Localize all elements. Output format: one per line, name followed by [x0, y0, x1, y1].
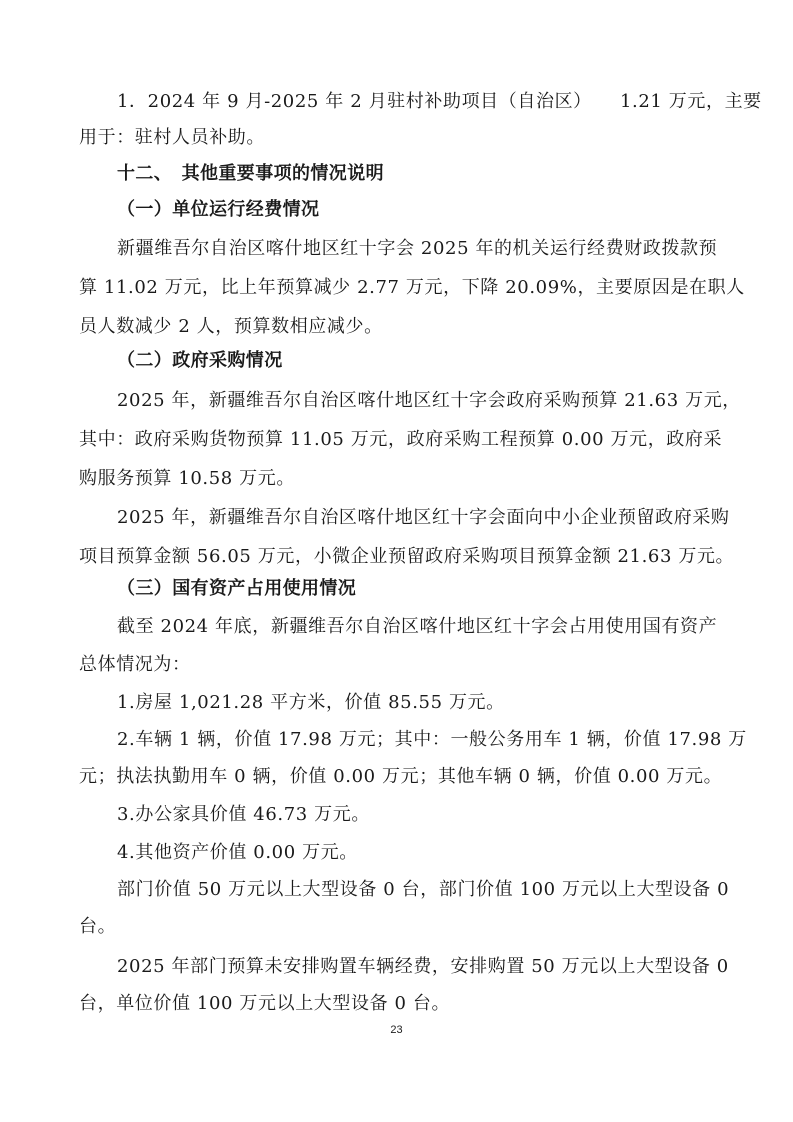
paragraph-assets-intro-line-2: 总体情况为： [79, 654, 191, 675]
paragraph-large-equipment-line-1: 部门价值 50 万元以上大型设备 0 台，部门价值 100 万元以上大型设备 0 [117, 879, 730, 900]
paragraph-procurement-line-3: 购服务预算 10.58 万元。 [79, 468, 295, 489]
section-heading-other-matters: 十二、 其他重要事项的情况说明 [117, 163, 384, 184]
paragraph-budget-purchases-line-1: 2025 年部门预算未安排购置车辆经费，安排购置 50 万元以上大型设备 0 [117, 956, 729, 977]
paragraph-operating-expenses-line-2: 算 11.02 万元，比上年预算减少 2.77 万元，下降 20.09%，主要原因是在职人 [79, 277, 745, 298]
asset-item-furniture: 3.办公家具价值 46.73 万元。 [117, 804, 370, 825]
paragraph-operating-expenses-line-3: 员人数减少 2 人，预算数相应减少。 [79, 316, 383, 337]
paragraph-large-equipment-line-2: 台。 [79, 916, 117, 937]
asset-item-buildings: 1.房屋 1,021.28 平方米，价值 85.55 万元。 [117, 692, 505, 713]
paragraph-sme-procurement-line-1: 2025 年，新疆维吾尔自治区喀什地区红十字会面向中小企业预留政府采购 [117, 507, 730, 528]
paragraph-procurement-line-2: 其中：政府采购货物预算 11.05 万元，政府采购工程预算 0.00 万元，政府采 [79, 429, 723, 450]
paragraph-procurement-line-1: 2025 年，新疆维吾尔自治区喀什地区红十字会政府采购预算 21.63 万元， [117, 390, 741, 411]
subheading-government-procurement: （二）政府采购情况 [117, 350, 283, 371]
paragraph-assets-intro-line-1: 截至 2024 年底，新疆维吾尔自治区喀什地区红十字会占用使用国有资产 [117, 616, 718, 637]
paragraph-budget-purchases-line-2: 台，单位价值 100 万元以上大型设备 0 台。 [79, 993, 451, 1014]
page-number: 23 [390, 1024, 403, 1036]
paragraph-village-subsidy-line-1: 1．2024 年 9 月-2025 年 2 月驻村补助项目（自治区） 1.21 万元，主要 [117, 91, 762, 112]
subheading-operating-expenses: （一）单位运行经费情况 [117, 199, 320, 220]
asset-item-vehicles-line-1: 2.车辆 1 辆，价值 17.98 万元；其中：一般公务用车 1 辆，价值 17.98 万 [117, 729, 747, 750]
subheading-state-assets: （三）国有资产占用使用情况 [117, 578, 357, 599]
asset-item-other: 4.其他资产价值 0.00 万元。 [117, 842, 358, 863]
asset-item-vehicles-line-2: 元；执法执勤用车 0 辆，价值 0.00 万元；其他车辆 0 辆，价值 0.00 万元。 [79, 766, 723, 787]
paragraph-sme-procurement-line-2: 项目预算金额 56.05 万元，小微企业预留政府采购项目预算金额 21.63 万元。 [79, 546, 735, 567]
paragraph-operating-expenses-line-1: 新疆维吾尔自治区喀什地区红十字会 2025 年的机关运行经费财政拨款预 [117, 238, 718, 259]
paragraph-village-subsidy-line-2: 用于：驻村人员补助。 [79, 127, 265, 148]
